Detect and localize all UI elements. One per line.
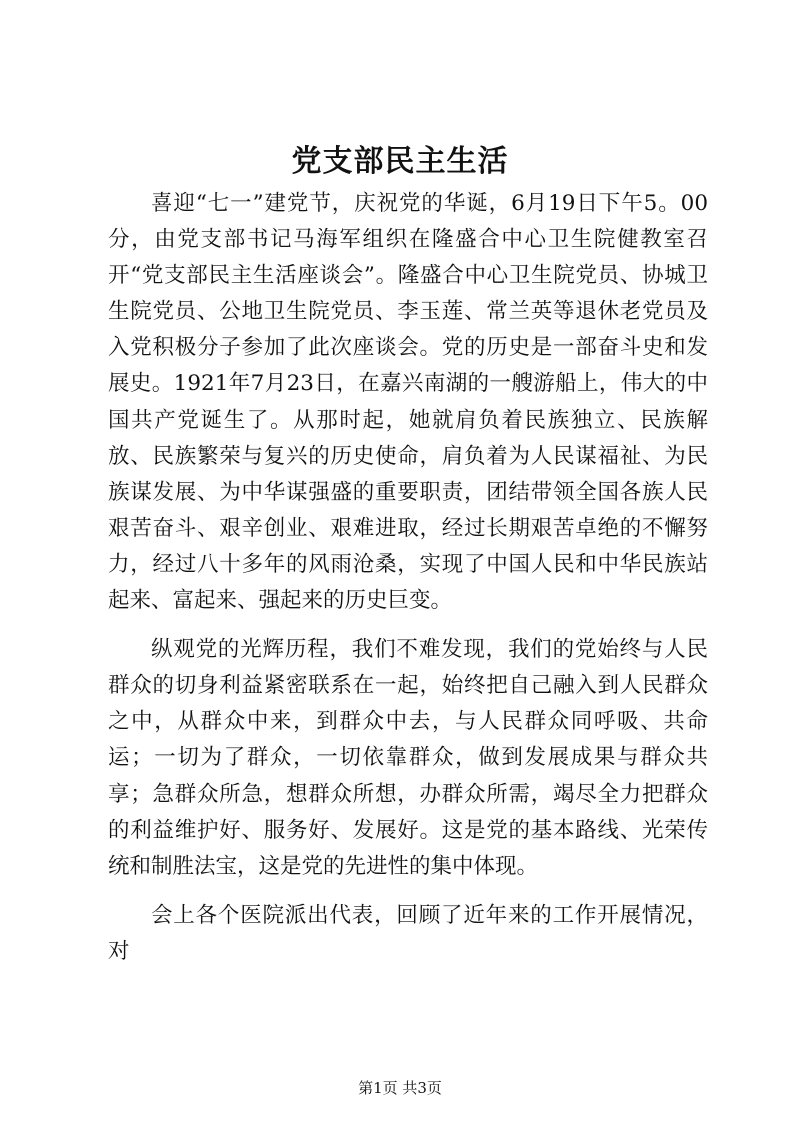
document-body [108,186,708,970]
paragraph-3: 会上各个医院派出代表，回顾了近年来的工作开展情况，对 [108,902,708,964]
page-footer: 第1页 共3页 [358,1079,442,1097]
paragraph-2: 纵观党的光辉历程，我们不难发现，我们的党始终与人民群众的切身利益紧密联系在一起，始终把自己融入到人民群众之中，从群众中来，到群众中去，与人民群众同呼吸、共命运；一切为了群众，一切依靠群众，做到发展成果与群众共享；急群众所急，想群众所想，办群众所需，竭尽全力把群众的利益维护好、服务好、发展好。这是党的基本路线、光荣传统和制胜法宝，这是党的先进性的集中体现。 [108,637,708,879]
document-title: 党支部民主生活 [291,144,509,179]
paragraph-1: 喜迎“七一”建党节，庆祝党的华诞，6月19日下午5。00分，由党支部书记马海军组织在隆盛合中心卫生院健教室召开“党支部民主生活座谈会”。隆盛合中心卫生院党员、协城卫生院党员、公地卫生院党员、李玉莲、常兰英等退休老党员及入党积极分子参加了此次座谈会。党的历史是一部奋斗史和发展史。1921年7月23日，在嘉兴南湖的一艘游船上，伟大的中国共产党诞生了。从那时起，她就肩负着民族独立、民族解放、民族繁荣与复兴的历史使命，肩负着为人民谋福祉、为民族谋发展、为中华谋强盛的重要职责，团结带领全国各族人民艰苦奋斗、艰辛创业、艰难进取，经过长期艰苦卓绝的不懈努力，经过八十多年的风雨沧桑，实现了中国人民和中华民族站起来、富起来、强起来的历史巨变。 [108,191,708,614]
